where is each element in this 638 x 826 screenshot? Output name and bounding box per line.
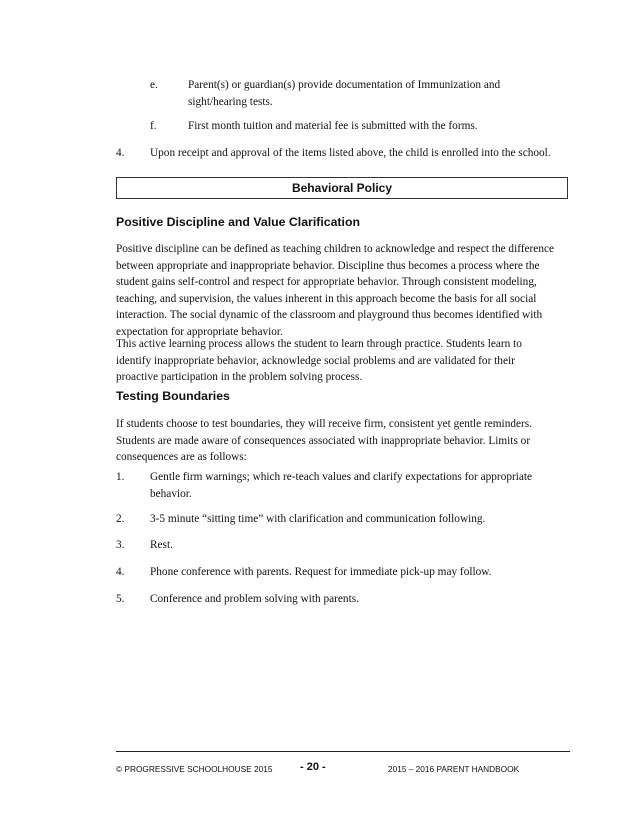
list-item-3-marker: 3.: [116, 539, 125, 551]
sub-item-marker: f.: [150, 120, 157, 132]
footer-handbook-title: 2015 – 2016 PARENT HANDBOOK: [388, 764, 520, 774]
paragraph-line: Students are made aware of consequences associated with inappropriate behavior. Limits or: [116, 434, 531, 447]
paragraph-line: proactive participation in the problem solving process.: [116, 371, 363, 383]
sub-item-marker: e.: [150, 79, 158, 91]
list-item-5-text: Conference and problem solving with parents.: [150, 593, 359, 605]
list-item-4-text: Phone conference with parents. Request for immediate pick-up may follow.: [150, 566, 492, 578]
sub-item-e-text: [188, 77, 568, 110]
paragraph-line: interaction. The social dynamic of the classroom and playground thus becomes identified with: [116, 309, 543, 321]
list-item-1-marker: 1.: [116, 471, 125, 483]
section-title-box: [116, 177, 568, 199]
paragraph-line: expectation for appropriate behavior.: [116, 325, 283, 338]
sub-item-e-line2: sight/hearing tests.: [188, 95, 273, 108]
footer-copyright: © PROGRESSIVE SCHOOLHOUSE 2015: [116, 764, 273, 774]
list-item-line: Gentle firm warnings; which re-teach values and clarify expectations for appropriate: [150, 471, 533, 483]
paragraph-line: identify inappropriate behavior, acknowledge social problems and are validated for their: [116, 354, 515, 367]
sub-item-f-text: First month tuition and material fee is submitted with the forms.: [188, 120, 478, 132]
paragraph-line: If students choose to test boundaries, they will receive firm, consistent yet gentle reminders.: [116, 418, 532, 430]
section-title: Behavioral Policy: [291, 181, 393, 195]
paragraph-testing-boundaries: [116, 416, 572, 466]
list-item-3-text: Rest.: [150, 539, 173, 551]
footer-divider: [116, 751, 570, 752]
sub-item-e-line1: Parent(s) or guardian(s) provide documentation of Immunization and: [188, 79, 501, 91]
list-item-2-marker: 2.: [116, 513, 125, 525]
item-4-marker: 4.: [116, 147, 125, 159]
heading-positive-discipline: Positive Discipline and Value Clarification: [116, 215, 360, 229]
paragraph-line: teaching, and supervision, the values inherent in this approach become the basis for all social: [116, 292, 537, 305]
heading-testing-boundaries: Testing Boundaries: [116, 389, 230, 403]
footer-page-number: - 20 -: [300, 761, 326, 773]
paragraph-line: student gains self-control and respect for appropriate behavior. Through consistent modeling,: [116, 276, 537, 288]
paragraph-line: consequences are as follows:: [116, 451, 247, 463]
list-item-1-text: [150, 469, 570, 502]
list-item-5-marker: 5.: [116, 593, 125, 605]
paragraph-line: between appropriate and inappropriate behavior. Discipline thus becomes a process where the: [116, 259, 540, 272]
list-item-line: behavior.: [150, 487, 192, 500]
list-item-2-text: 3-5 minute “sitting time” with clarification and communication following.: [150, 513, 486, 525]
sub-item-f: [150, 118, 157, 135]
item-4-text: Upon receipt and approval of the items listed above, the child is enrolled into the school.: [150, 147, 551, 159]
paragraph-active-learning: [116, 336, 572, 386]
paragraph-positive-discipline: [116, 241, 572, 340]
paragraph-line: This active learning process allows the student to learn through practice. Students learn to: [116, 338, 522, 350]
paragraph-line: Positive discipline can be defined as teaching children to acknowledge and respect the difference: [116, 243, 555, 255]
list-item-4-marker: 4.: [116, 566, 125, 578]
